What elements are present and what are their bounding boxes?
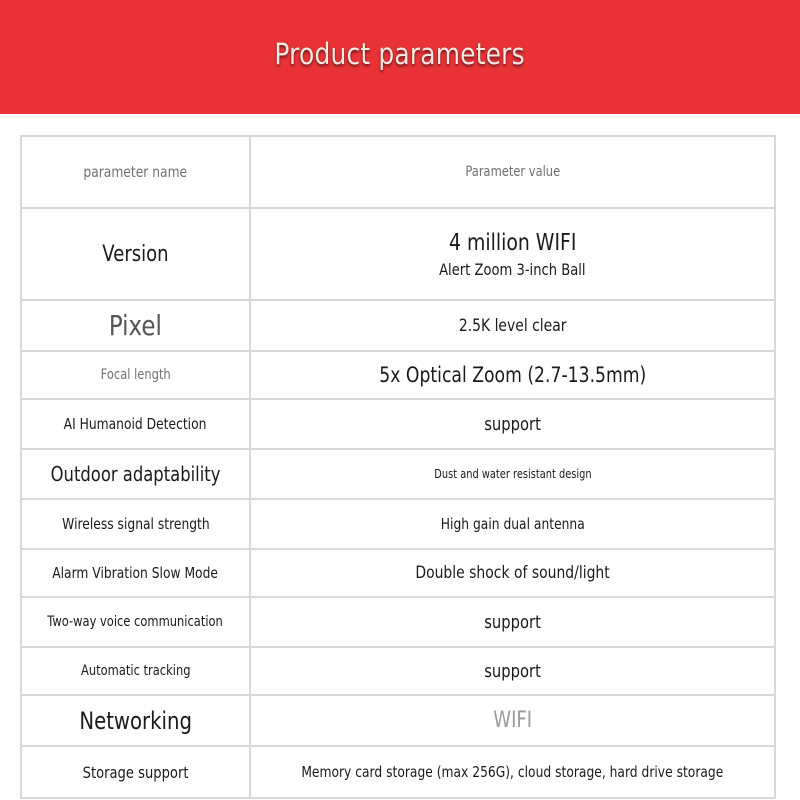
row-value-cell xyxy=(251,598,774,646)
row-value-twoway: support xyxy=(484,611,541,633)
row-name-pixel: Pixel xyxy=(108,309,163,342)
row-name-cell xyxy=(22,747,251,797)
row-value-tracking: support xyxy=(484,660,541,682)
row-name-cell xyxy=(22,301,251,350)
table-row xyxy=(22,352,774,400)
table-row xyxy=(22,450,774,500)
row-value-version: 4 million WIFI xyxy=(448,229,577,256)
row-name-storage: Storage support xyxy=(82,762,189,782)
table-row xyxy=(22,209,774,301)
table-row xyxy=(22,400,774,450)
table-row xyxy=(22,696,774,747)
row-name-alarm: Alarm Vibration Slow Mode xyxy=(52,564,219,582)
row-value-outdoor: Dust and water resistant design xyxy=(433,467,592,481)
row-value-cell xyxy=(251,450,774,498)
row-name-cell xyxy=(22,598,251,646)
row-value-cell xyxy=(251,648,774,694)
row-value-networking: WIFI xyxy=(493,708,532,733)
row-value-alarm: Double shock of sound/light xyxy=(415,563,610,583)
table-row xyxy=(22,747,774,799)
row-name-cell xyxy=(22,500,251,548)
row-value-cell xyxy=(251,301,774,350)
row-name-networking: Networking xyxy=(79,706,192,735)
row-name-cell xyxy=(22,400,251,448)
row-name-cell xyxy=(22,352,251,398)
row-value-cell xyxy=(251,550,774,596)
table-row xyxy=(22,500,774,550)
header-name-label: parameter name xyxy=(83,163,188,181)
row-value-cell xyxy=(251,500,774,548)
table-row xyxy=(22,648,774,696)
row-name-cell xyxy=(22,450,251,498)
row-name-version: Version xyxy=(102,241,169,267)
row-value-cell xyxy=(251,209,774,299)
row-value-cell xyxy=(251,696,774,745)
row-name-ai: AI Humanoid Detection xyxy=(64,415,207,433)
row-name-tracking: Automatic tracking xyxy=(80,663,191,679)
row-value-pixel: 2.5K level clear xyxy=(458,315,567,336)
row-name-twoway: Two-way voice communication xyxy=(47,614,224,630)
page-title: Product parameters xyxy=(274,37,526,71)
row-name-cell xyxy=(22,550,251,596)
row-value-cell xyxy=(251,352,774,398)
parameters-table xyxy=(20,135,776,799)
table-header-row xyxy=(22,137,774,209)
row-name-cell xyxy=(22,696,251,745)
row-name-wireless: Wireless signal strength xyxy=(61,515,210,533)
row-value-cell xyxy=(251,400,774,448)
header-banner xyxy=(0,0,800,114)
row-value-version-sub: Alert Zoom 3-inch Ball xyxy=(439,259,586,279)
table-row xyxy=(22,598,774,648)
header-value-label: Parameter value xyxy=(465,164,560,180)
header-cell-value xyxy=(251,137,774,207)
row-name-cell xyxy=(22,209,251,299)
row-value-ai: support xyxy=(484,413,541,435)
header-cell-name xyxy=(22,137,251,207)
row-value-cell xyxy=(251,747,774,797)
row-name-cell xyxy=(22,648,251,694)
row-value-focal: 5x Optical Zoom (2.7-13.5mm) xyxy=(379,363,646,387)
row-name-outdoor: Outdoor adaptability xyxy=(50,462,221,486)
table-row xyxy=(22,301,774,352)
row-name-focal: Focal length xyxy=(100,367,171,383)
row-value-storage: Memory card storage (max 256G), cloud storage, hard drive storage xyxy=(301,763,724,781)
row-value-wireless: High gain dual antenna xyxy=(440,515,585,533)
table-row xyxy=(22,550,774,598)
